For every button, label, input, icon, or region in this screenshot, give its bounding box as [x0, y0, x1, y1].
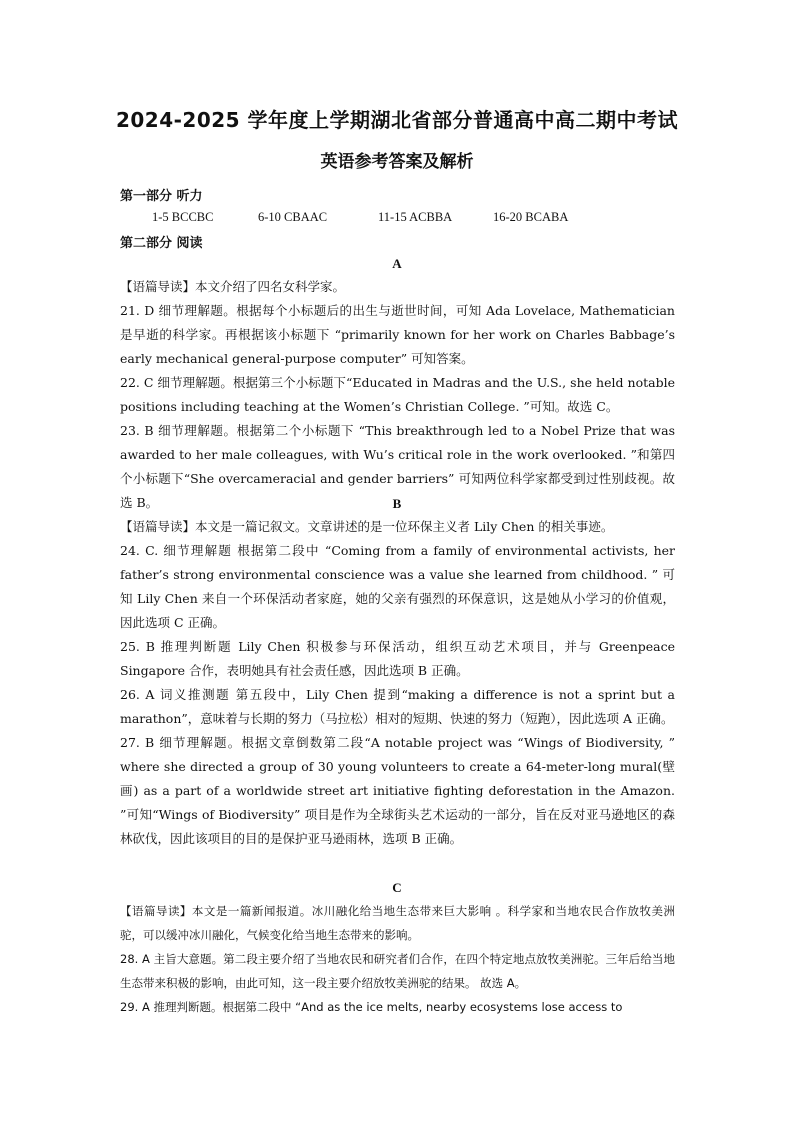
- section-b-letter: B: [392, 496, 402, 511]
- answer-explanation: 21. D 细节理解题。根据每个小标题后的出生与逝世时间，可知 Ada Lovelace, Mathematician 是早逝的科学家。再根据该小标题下 “primarily known for her work on Charles Babbage’s early mechanical general-purpose computer” 可知答案。: [120, 303, 675, 366]
- reading-guide: 【语篇导读】本文介绍了四名女科学家。: [120, 279, 346, 294]
- page-title: 2024-2025 学年度上学期湖北省部分普通高中高二期中考试: [115, 108, 679, 132]
- part1-heading: 第一部分 听力: [120, 189, 203, 204]
- answer-explanation: 25. B 推理判断题 Lily Chen 积极参与环保活动，组织互动艺术项目，并与 Greenpeace Singapore 合作，表明她具有社会责任感，因此选项 B 正确。: [120, 639, 675, 678]
- answer-explanation: 28. A 主旨大意题。第二段主要介绍了当地农民和研究者们合作，在四个特定地点放牧美洲驼。三年后给当地生态带来积极的影响，由此可知，这一段主要介绍放牧美洲驼的结果。 故选 A。: [120, 952, 675, 990]
- page-subtitle: 英语参考答案及解析: [320, 152, 474, 172]
- answer-explanation: 29. A 推理判断题。根据第二段中 “And as the ice melts, nearby ecosystems lose access to: [120, 1000, 623, 1014]
- section-b-body: [120, 515, 675, 851]
- section-a-letter: A: [392, 256, 402, 271]
- answer-group: 1-5 BCCBC: [152, 210, 214, 224]
- answer-explanation: 26. A 词义推测题 第五段中，Lily Chen 提到“making a difference is not a sprint but a marathon”，意味着与长期的努力（马拉松）相对的短期、快速的努力（短跑），因此选项 A 正确。: [120, 687, 675, 726]
- reading-guide: 【语篇导读】本文是一篇新闻报道。冰川融化给当地生态带来巨大影响 。科学家和当地农民合作放牧美洲驼，可以缓冲冰川融化，气候变化给当地生态带来的影响。: [120, 904, 675, 942]
- answer-group: 11-15 ACBBA: [378, 210, 453, 224]
- section-c-letter: C: [392, 880, 402, 895]
- answer-explanation: 24. C. 细节理解题 根据第二段中 “Coming from a family of environmental activists, her father’s strong environmental conscience was a value she learned from childhood. ” 可知 Lily Chen 来自一个环保活动者家庭，她的父亲有强烈的环保意识，这是她从小学习的价值观，因此选项 C 正确。: [120, 543, 675, 630]
- reading-guide: 【语篇导读】本文是一篇记叙文。文章讲述的是一位环保主义者 Lily Chen 的相关事迹。: [120, 519, 614, 534]
- answer-group: 16-20 BCABA: [493, 210, 569, 224]
- answer-explanation: 27. B 细节理解题。根据文章倒数第二段“A notable project was “Wings of Biodiversity, ” where she directed a group of 30 young volunteers to create a 64-meter-long mural(壁画) as a part of a worldwide street art initiative fighting deforestation in the Amazon. ”可知“Wings of Biodiversity” 项目是作为全球街头艺术运动的一部分，旨在反对亚马逊地区的森林砍伐，因此该项目的目的是保护亚马逊雨林，选项 B 正确。: [120, 735, 675, 846]
- part2-heading: 第二部分 阅读: [120, 236, 203, 251]
- section-a-body: [120, 275, 675, 515]
- answer-group: 6-10 CBAAC: [258, 210, 328, 224]
- section-c-body: [120, 899, 675, 1019]
- answer-explanation: 23. B 细节理解题。根据第二个小标题下 “This breakthrough led to a Nobel Prize that was awarded to her male colleagues, with Wu’s critical role in the work overlooked. ”和第四个小标题下“She overcameracial and gender barriers” 可知两位科学家都受到过性别歧视。故选 B。: [120, 423, 675, 510]
- answer-explanation: 22. C 细节理解题。根据第三个小标题下“Educated in Madras and the U.S., she held notable positions including teaching at the Women’s Christian College. ”可知。故选 C。: [120, 375, 675, 414]
